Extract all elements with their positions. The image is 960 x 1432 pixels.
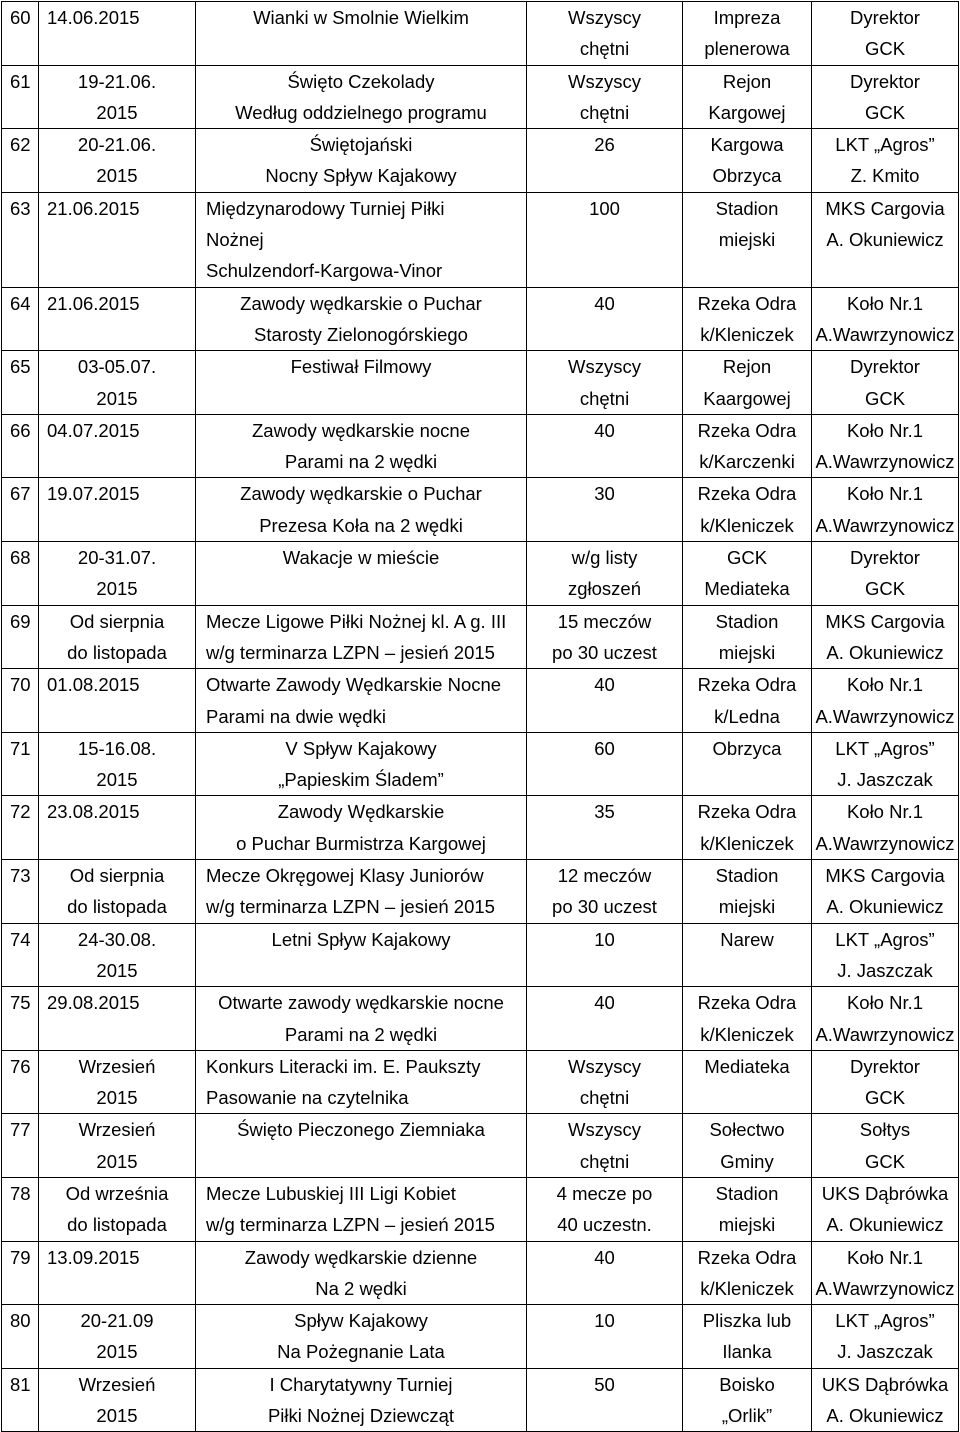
event-name-cell: Letni Spływ Kajakowy <box>196 923 527 987</box>
event-name-cell: I Charytatywny Turniej Piłki Nożnej Dziewcząt <box>196 1368 527 1432</box>
event-name-cell: Spływ Kajakowy Na Pożegnanie Lata <box>196 1305 527 1369</box>
event-number-cell: 60 <box>2 2 39 66</box>
table-row <box>2 923 959 987</box>
event-name-cell: Zawody wędkarskie o Puchar Prezesa Koła na 2 wędki <box>196 478 527 542</box>
event-date-cell: 24-30.08. 2015 <box>39 923 196 987</box>
event-number-cell: 71 <box>2 732 39 796</box>
event-date-cell: 19.07.2015 <box>39 478 196 542</box>
event-participants-cell: 40 <box>527 414 683 478</box>
event-organizer-cell: Koło Nr.1 A.Wawrzynowicz <box>812 414 959 478</box>
table-row <box>2 605 959 669</box>
table-row <box>2 65 959 129</box>
event-name-cell: Mecze Ligowe Piłki Nożnej kl. A g. III w/g terminarza LZPN – jesień 2015 <box>196 605 527 669</box>
event-name-cell: Festiwał Filmowy <box>196 351 527 415</box>
event-participants-cell: 60 <box>527 732 683 796</box>
event-name-cell: Zawody wędkarskie dzienne Na 2 wędki <box>196 1241 527 1305</box>
table-row <box>2 2 959 66</box>
table-row <box>2 1050 959 1114</box>
event-place-cell: Narew <box>683 923 812 987</box>
event-number-cell: 79 <box>2 1241 39 1305</box>
event-name-cell: V Spływ Kajakowy „Papieskim Śladem” <box>196 732 527 796</box>
event-place-cell: Obrzyca <box>683 732 812 796</box>
event-date-cell: 20-21.06. 2015 <box>39 129 196 193</box>
event-date-cell: 20-21.09 2015 <box>39 1305 196 1369</box>
event-name-cell: Mecze Okręgowej Klasy Juniorów w/g terminarza LZPN – jesień 2015 <box>196 860 527 924</box>
event-date-cell: 21.06.2015 <box>39 287 196 351</box>
event-date-cell: 29.08.2015 <box>39 987 196 1051</box>
event-organizer-cell: MKS Cargovia A. Okuniewicz <box>812 192 959 287</box>
event-organizer-cell: Dyrektor GCK <box>812 2 959 66</box>
table-row <box>2 1368 959 1432</box>
event-date-cell: 20-31.07. 2015 <box>39 542 196 606</box>
event-number-cell: 67 <box>2 478 39 542</box>
event-place-cell: Boisko „Orlik” <box>683 1368 812 1432</box>
event-place-cell: Kargowa Obrzyca <box>683 129 812 193</box>
event-organizer-cell: MKS Cargovia A. Okuniewicz <box>812 860 959 924</box>
event-date-cell: 19-21.06. 2015 <box>39 65 196 129</box>
event-participants-cell: Wszyscy chętni <box>527 65 683 129</box>
event-date-cell: 01.08.2015 <box>39 669 196 733</box>
event-participants-cell: 12 meczów po 30 uczest <box>527 860 683 924</box>
event-organizer-cell: Dyrektor GCK <box>812 542 959 606</box>
event-place-cell: Pliszka lub Ilanka <box>683 1305 812 1369</box>
event-number-cell: 69 <box>2 605 39 669</box>
table-row <box>2 796 959 860</box>
event-organizer-cell: UKS Dąbrówka A. Okuniewicz <box>812 1177 959 1241</box>
event-date-cell: Wrzesień 2015 <box>39 1114 196 1178</box>
event-name-cell: Otwarte zawody wędkarskie nocne Parami na 2 wędki <box>196 987 527 1051</box>
event-date-cell: 15-16.08. 2015 <box>39 732 196 796</box>
event-participants-cell: 10 <box>527 1305 683 1369</box>
event-organizer-cell: Dyrektor GCK <box>812 1050 959 1114</box>
event-organizer-cell: Koło Nr.1 A.Wawrzynowicz <box>812 987 959 1051</box>
events-table <box>1 1 959 1432</box>
event-place-cell: Impreza plenerowa <box>683 2 812 66</box>
event-place-cell: GCK Mediateka <box>683 542 812 606</box>
event-date-cell: 14.06.2015 <box>39 2 196 66</box>
event-organizer-cell: MKS Cargovia A. Okuniewicz <box>812 605 959 669</box>
event-place-cell: Rzeka Odra k/Kleniczek <box>683 1241 812 1305</box>
event-participants-cell: Wszyscy chętni <box>527 1050 683 1114</box>
event-name-cell: Świętojański Nocny Spływ Kajakowy <box>196 129 527 193</box>
event-name-cell: Zawody wędkarskie o Puchar Starosty Zielonogórskiego <box>196 287 527 351</box>
event-place-cell: Rzeka Odra k/Karczenki <box>683 414 812 478</box>
event-participants-cell: w/g listy zgłoszeń <box>527 542 683 606</box>
table-row <box>2 860 959 924</box>
table-row <box>2 1241 959 1305</box>
event-date-cell: 21.06.2015 <box>39 192 196 287</box>
event-number-cell: 76 <box>2 1050 39 1114</box>
event-organizer-cell: Dyrektor GCK <box>812 65 959 129</box>
table-row <box>2 129 959 193</box>
event-place-cell: Stadion miejski <box>683 192 812 287</box>
event-date-cell: 03-05.07. 2015 <box>39 351 196 415</box>
event-place-cell: Stadion miejski <box>683 1177 812 1241</box>
event-date-cell: 13.09.2015 <box>39 1241 196 1305</box>
event-participants-cell: 10 <box>527 923 683 987</box>
table-row <box>2 669 959 733</box>
event-number-cell: 61 <box>2 65 39 129</box>
event-number-cell: 72 <box>2 796 39 860</box>
event-number-cell: 81 <box>2 1368 39 1432</box>
table-row <box>2 1177 959 1241</box>
event-place-cell: Rzeka Odra k/Kleniczek <box>683 478 812 542</box>
table-row <box>2 287 959 351</box>
event-participants-cell: 40 <box>527 1241 683 1305</box>
table-row <box>2 1305 959 1369</box>
event-organizer-cell: LKT „Agros” J. Jaszczak <box>812 732 959 796</box>
event-number-cell: 78 <box>2 1177 39 1241</box>
event-name-cell: Mecze Lubuskiej III Ligi Kobiet w/g terminarza LZPN – jesień 2015 <box>196 1177 527 1241</box>
event-organizer-cell: Koło Nr.1 A.Wawrzynowicz <box>812 1241 959 1305</box>
event-place-cell: Rzeka Odra k/Kleniczek <box>683 796 812 860</box>
event-date-cell: Od sierpnia do listopada <box>39 860 196 924</box>
event-name-cell: Otwarte Zawody Wędkarskie Nocne Parami na dwie wędki <box>196 669 527 733</box>
table-row <box>2 987 959 1051</box>
event-place-cell: Mediateka <box>683 1050 812 1114</box>
event-place-cell: Rzeka Odra k/Kleniczek <box>683 987 812 1051</box>
table-row <box>2 542 959 606</box>
event-place-cell: Rzeka Odra k/Ledna <box>683 669 812 733</box>
table-row <box>2 192 959 287</box>
event-participants-cell: 4 mecze po 40 uczestn. <box>527 1177 683 1241</box>
event-participants-cell: 50 <box>527 1368 683 1432</box>
table-row <box>2 478 959 542</box>
event-participants-cell: 40 <box>527 669 683 733</box>
event-name-cell: Wianki w Smolnie Wielkim <box>196 2 527 66</box>
event-number-cell: 65 <box>2 351 39 415</box>
event-participants-cell: Wszyscy chętni <box>527 1114 683 1178</box>
event-name-cell: Międzynarodowy Turniej Piłki Nożnej Schulzendorf-Kargowa-Vinor <box>196 192 527 287</box>
event-participants-cell: Wszyscy chętni <box>527 351 683 415</box>
event-organizer-cell: UKS Dąbrówka A. Okuniewicz <box>812 1368 959 1432</box>
event-name-cell: Święto Pieczonego Ziemniaka <box>196 1114 527 1178</box>
event-name-cell: Wakacje w mieście <box>196 542 527 606</box>
event-place-cell: Rejon Kargowej <box>683 65 812 129</box>
event-number-cell: 63 <box>2 192 39 287</box>
event-name-cell: Zawody wędkarskie nocne Parami na 2 wędki <box>196 414 527 478</box>
event-number-cell: 73 <box>2 860 39 924</box>
event-organizer-cell: LKT „Agros” J. Jaszczak <box>812 1305 959 1369</box>
event-organizer-cell: Sołtys GCK <box>812 1114 959 1178</box>
event-date-cell: Od września do listopada <box>39 1177 196 1241</box>
event-date-cell: Od sierpnia do listopada <box>39 605 196 669</box>
event-participants-cell: 15 meczów po 30 uczest <box>527 605 683 669</box>
event-organizer-cell: Koło Nr.1 A.Wawrzynowicz <box>812 796 959 860</box>
event-number-cell: 62 <box>2 129 39 193</box>
event-place-cell: Rzeka Odra k/Kleniczek <box>683 287 812 351</box>
table-row <box>2 732 959 796</box>
event-participants-cell: Wszyscy chętni <box>527 2 683 66</box>
event-participants-cell: 40 <box>527 287 683 351</box>
table-row <box>2 414 959 478</box>
table-row <box>2 351 959 415</box>
event-place-cell: Sołectwo Gminy <box>683 1114 812 1178</box>
event-place-cell: Stadion miejski <box>683 860 812 924</box>
event-number-cell: 75 <box>2 987 39 1051</box>
event-number-cell: 77 <box>2 1114 39 1178</box>
event-organizer-cell: Dyrektor GCK <box>812 351 959 415</box>
event-date-cell: Wrzesień 2015 <box>39 1368 196 1432</box>
event-name-cell: Konkurs Literacki im. E. Paukszty Pasowanie na czytelnika <box>196 1050 527 1114</box>
event-participants-cell: 35 <box>527 796 683 860</box>
event-organizer-cell: Koło Nr.1 A.Wawrzynowicz <box>812 669 959 733</box>
event-participants-cell: 30 <box>527 478 683 542</box>
event-place-cell: Stadion miejski <box>683 605 812 669</box>
event-date-cell: Wrzesień 2015 <box>39 1050 196 1114</box>
event-number-cell: 70 <box>2 669 39 733</box>
event-organizer-cell: Koło Nr.1 A.Wawrzynowicz <box>812 478 959 542</box>
event-number-cell: 80 <box>2 1305 39 1369</box>
event-participants-cell: 100 <box>527 192 683 287</box>
event-date-cell: 04.07.2015 <box>39 414 196 478</box>
event-organizer-cell: LKT „Agros” Z. Kmito <box>812 129 959 193</box>
event-place-cell: Rejon Kaargowej <box>683 351 812 415</box>
event-participants-cell: 40 <box>527 987 683 1051</box>
event-date-cell: 23.08.2015 <box>39 796 196 860</box>
event-name-cell: Zawody Wędkarskie o Puchar Burmistrza Kargowej <box>196 796 527 860</box>
event-number-cell: 66 <box>2 414 39 478</box>
event-name-cell: Święto Czekolady Według oddzielnego programu <box>196 65 527 129</box>
table-row <box>2 1114 959 1178</box>
events-table-body <box>2 2 959 1432</box>
event-number-cell: 74 <box>2 923 39 987</box>
event-participants-cell: 26 <box>527 129 683 193</box>
event-organizer-cell: LKT „Agros” J. Jaszczak <box>812 923 959 987</box>
event-number-cell: 64 <box>2 287 39 351</box>
event-number-cell: 68 <box>2 542 39 606</box>
event-organizer-cell: Koło Nr.1 A.Wawrzynowicz <box>812 287 959 351</box>
